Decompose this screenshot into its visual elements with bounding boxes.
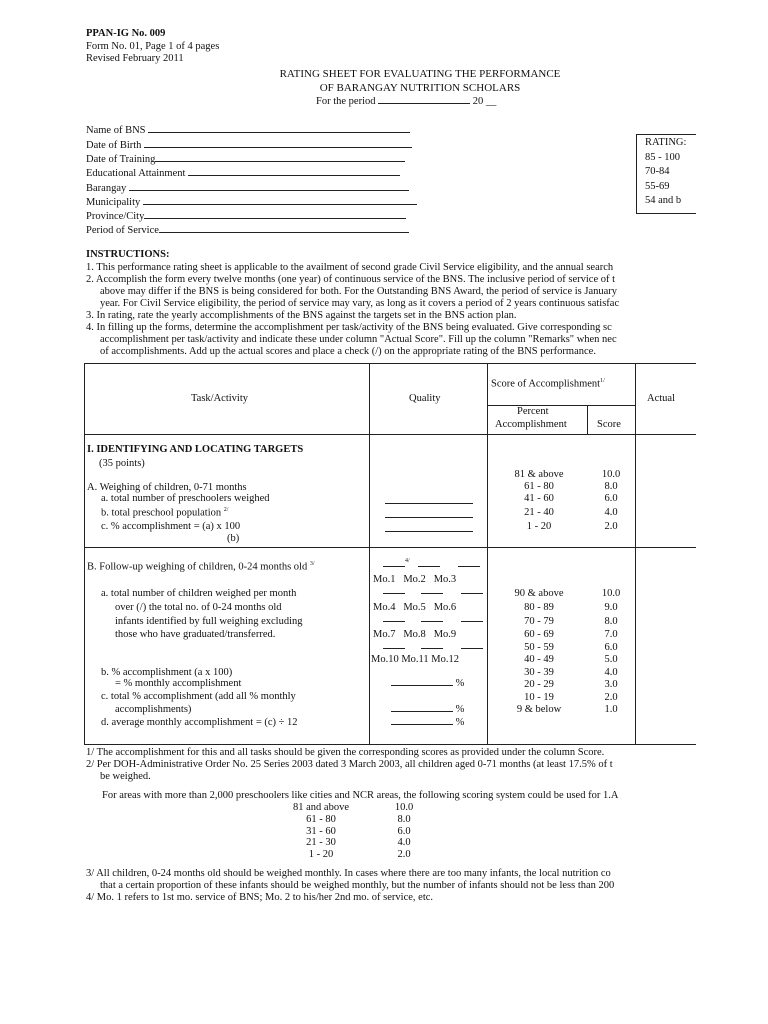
section-title: I. IDENTIFYING AND LOCATING TARGETS: [87, 444, 304, 455]
field-municipality: Municipality: [86, 195, 417, 210]
footnote-2: 2/ Per DOH-Administrative Order No. 25 Series 2003 dated 3 March 2003, all children aged 0-71 months (at least 17.5% of t: [86, 759, 613, 770]
instruction-line: 1. This performance rating sheet is applicable to the availment of second grade Civil Service eligibility, and the annual search: [86, 262, 614, 273]
month-blank[interactable]: [461, 593, 483, 594]
task-b-item: over (/) the total no. of 0-24 months old: [115, 602, 282, 613]
score-pct: 21 - 40: [524, 507, 554, 518]
score-pct: 60 - 69: [524, 629, 554, 640]
score-pct: 20 - 29: [524, 679, 554, 690]
score-pct: 80 - 89: [524, 602, 554, 613]
score-value: 5.0: [604, 654, 618, 665]
score-pct: 30 - 39: [524, 667, 554, 678]
task-a-item: b. total preschool population $^{2/}$: [101, 507, 229, 519]
score-value: 7.0: [604, 629, 618, 640]
field-date-of-training: Date of Training: [86, 152, 405, 167]
area-score-value: 6.0: [397, 826, 411, 837]
instruction-line: 3. In rating, rate the yearly accomplishments of the BNS against the targets set in the BNS action plan.: [86, 310, 517, 321]
score-value: 4.0: [604, 507, 618, 518]
task-a-denominator: (b): [227, 533, 240, 544]
task-b-title: B. Follow-up weighing of children, 0-24 months old $^{3/}$: [87, 561, 315, 573]
rating-row: 70-84: [645, 166, 670, 177]
instruction-line: above may differ if the BNS is being considered for both. For the Outstanding BNS Award, the period of service is January: [100, 286, 618, 297]
month-blank[interactable]: [383, 621, 405, 622]
month-row: Mo.10 Mo.11 Mo.12: [371, 654, 460, 665]
area-score-pct: 81 and above: [293, 802, 349, 813]
score-value: 1.0: [604, 704, 618, 715]
area-score-value: 10.0: [394, 802, 414, 813]
task-a-item: a. total number of preschoolers weighed: [101, 493, 270, 504]
score-pct: 81 & above: [514, 469, 564, 480]
task-b-item: infants identified by full weighing excluding: [115, 616, 303, 627]
field-line[interactable]: [144, 138, 412, 148]
instruction-line: of accomplishments. Add up the actual scores and place a check (/) on the appropriate rating of the BNS performance.: [100, 346, 596, 357]
score-pct: 41 - 60: [524, 493, 554, 504]
month-blank[interactable]: [421, 593, 443, 594]
instruction-line: accomplishment per task/activity and indicate these under column "Actual Score". Fill up the column "Remarks" when nec: [100, 334, 617, 345]
month-blank[interactable]: [458, 566, 480, 567]
col-header-actual: Actual: [647, 393, 675, 404]
form-code: PPAN-IG No. 009: [86, 28, 166, 39]
task-b-item: those who have graduated/transferred.: [115, 629, 276, 640]
field-barangay: Barangay: [86, 181, 409, 196]
score-pct: 61 - 80: [524, 481, 554, 492]
field-name-of-bns: Name of BNS: [86, 123, 410, 138]
col-header-quality: Quality: [409, 393, 441, 404]
month-blank[interactable]: [383, 648, 405, 649]
col-header-accomplishment: Accomplishment: [495, 419, 567, 430]
task-b-item: a. total number of children weighed per month: [101, 588, 297, 599]
footnote-1: 1/ The accomplishment for this and all tasks should be given the corresponding scores as provided under the column Score.: [86, 747, 605, 758]
doc-title-line1: RATING SHEET FOR EVALUATING THE PERFORMANCE: [279, 68, 561, 80]
task-b-item: b. % accomplishment (a x 100): [101, 667, 233, 678]
month-blank[interactable]: [383, 566, 405, 567]
col-header-task: Task/Activity: [191, 393, 249, 404]
task-b-item: accomplishments): [115, 704, 192, 715]
area-score-pct: 61 - 80: [306, 814, 336, 825]
rating-title: RATING:: [645, 137, 687, 148]
instructions-heading: INSTRUCTIONS:: [86, 249, 170, 260]
col-header-score-group: Score of Accomplishment$^{1/}$: [491, 378, 605, 390]
col-header-score: Score: [597, 419, 621, 430]
month-row: Mo.1 Mo.2 Mo.3: [373, 574, 457, 585]
month-blank[interactable]: [418, 566, 440, 567]
rating-row: 55-69: [645, 181, 670, 192]
score-value: 6.0: [604, 493, 618, 504]
score-value: 8.0: [604, 616, 618, 627]
month-blank[interactable]: [383, 593, 405, 594]
score-value: 4.0: [604, 667, 618, 678]
month-blank[interactable]: [461, 648, 483, 649]
field-line[interactable]: [155, 152, 405, 162]
footnote-3: 3/ All children, 0-24 months old should be weighed monthly. In cases where there are too many infants, the local nutrition co: [86, 868, 611, 879]
field-line[interactable]: [159, 223, 409, 233]
field-educational-attainment: Educational Attainment: [86, 166, 400, 181]
footnote-3-cont: that a certain proportion of these infants should be weighed monthly, but the number of infants should not be less than 200: [100, 880, 615, 891]
quality-blank[interactable]: [385, 531, 473, 532]
month-blank[interactable]: [421, 621, 443, 622]
task-a-title: A. Weighing of children, 0-71 months: [87, 482, 247, 493]
month-row: Mo.4 Mo.5 Mo.6: [373, 602, 457, 613]
score-pct: 10 - 19: [524, 692, 554, 703]
task-table: Task/Activity Quality Score of Accomplishment$^{1/}$ Percent Accomplishment Score Actual I. IDENTIFYING AND LOCATING TARGETS (35 points) A. Weighing of children, 0-71 months a. total number of preschoolers weighed b. total preschool population $^{2/}$ c. % accomplishment = (a) x 100 (b) 81 & above 10.0 61 - 80 8.0 41 - 60 6.0 21 - 40 4.0 1 - 20 2.0 B. Follow-up weighing of children, 0-24 months old $^{3/}$ $^{4/}$ Mo.1 Mo.2 Mo.3 Mo.4 Mo.5 Mo.6 Mo.7 Mo.8 Mo.9 Mo.10 Mo.11 Mo.12 a. total number of children weighed per month over (/) the total no. of 0-24 months old infants identified by full weighing excluding those who have graduated/transferred. b. % accomplishment (a x 100) = % monthly accomplishment c. total % accomplishment (add all % monthly accomplishments) d. average monthly accomplishment = (c) ÷ 12 % % % 90 & above 10.0 80 - 89 9.0 70 - 79 8.0 60 - 69 7.0 50 - 59 6.0 40 - 49 5.0 30 - 39 4.0 20 - 29 3.0 10 - 19 2.0 9 & below 1.0: [84, 363, 696, 745]
rating-box: [636, 134, 696, 214]
quality-blank[interactable]: [385, 517, 473, 518]
doc-title-line2: OF BARANGAY NUTRITION SCHOLARS: [319, 82, 521, 94]
field-line[interactable]: [148, 123, 410, 133]
period-blank[interactable]: [378, 103, 470, 104]
score-pct: 90 & above: [514, 588, 564, 599]
task-b-item: = % monthly accomplishment: [115, 678, 242, 689]
quality-blank[interactable]: [385, 503, 473, 504]
rating-row: 85 - 100: [645, 152, 680, 163]
month-blank[interactable]: [421, 648, 443, 649]
field-line[interactable]: [143, 195, 417, 205]
score-value: 2.0: [604, 692, 618, 703]
period-line: [316, 96, 496, 109]
month-row: Mo.7 Mo.8 Mo.9: [373, 629, 457, 640]
field-province-city: Province/City: [86, 209, 406, 224]
area-score-pct: 21 - 30: [306, 837, 336, 848]
instruction-line: year. For Civil Service eligibility, the period of service may vary, as long as it covers a period of 2 years continuous satisfac: [100, 298, 620, 309]
pct-blank[interactable]: [391, 685, 453, 686]
score-value: 9.0: [604, 602, 618, 613]
score-value: 2.0: [604, 521, 618, 532]
score-value: 8.0: [604, 481, 618, 492]
field-period-of-service: Period of Service: [86, 223, 409, 238]
score-pct: 1 - 20: [526, 521, 552, 532]
score-pct: 70 - 79: [524, 616, 554, 627]
task-b-item: c. total % accomplishment (add all % monthly: [101, 691, 296, 702]
period-year: 20 __: [472, 96, 497, 107]
area-score-pct: 1 - 20: [308, 849, 334, 860]
form-page-info: Form No. 01, Page 1 of 4 pages: [86, 41, 220, 52]
area-score-value: 2.0: [397, 849, 411, 860]
section-points: (35 points): [99, 458, 145, 469]
field-line[interactable]: [144, 209, 406, 219]
footnote-2-cont: be weighed.: [100, 771, 151, 782]
area-score-value: 4.0: [397, 837, 411, 848]
field-date-of-birth: Date of Birth: [86, 138, 412, 153]
field-line[interactable]: [129, 181, 409, 191]
task-a-item: c. % accomplishment = (a) x 100: [101, 521, 241, 532]
month-blank[interactable]: [461, 621, 483, 622]
pct-blank[interactable]: [391, 724, 453, 725]
field-line[interactable]: [188, 166, 400, 176]
task-b-item: d. average monthly accomplishment = (c) ÷ 12: [101, 717, 298, 728]
area-score-pct: 31 - 60: [306, 826, 336, 837]
footnote-4: 4/ Mo. 1 refers to 1st mo. service of BNS; Mo. 2 to his/her 2nd mo. of service, etc.: [86, 892, 434, 903]
score-value: 6.0: [604, 642, 618, 653]
score-value: 10.0: [601, 588, 621, 599]
score-value: 10.0: [601, 469, 621, 480]
period-label: For the period: [316, 96, 376, 107]
rating-row: 54 and b: [645, 195, 682, 206]
score-value: 3.0: [604, 679, 618, 690]
score-pct: 50 - 59: [524, 642, 554, 653]
pct-blank[interactable]: [391, 711, 453, 712]
score-pct: 9 & below: [516, 704, 562, 715]
instruction-line: 2. Accomplish the form every twelve months (one year) of continuous service of the BNS. The inclusive period of service of t: [86, 274, 616, 285]
instruction-line: 4. In filling up the forms, determine the accomplishment per task/activity of the BNS being evaluated. Give corresponding sc: [86, 322, 612, 333]
area-score-value: 8.0: [397, 814, 411, 825]
form-revision: Revised February 2011: [86, 53, 184, 64]
score-pct: 40 - 49: [524, 654, 554, 665]
areas-note: For areas with more than 2,000 preschoolers like cities and NCR areas, the following scoring system could be used for 1.A: [102, 790, 619, 801]
col-header-percent: Percent: [517, 406, 549, 417]
